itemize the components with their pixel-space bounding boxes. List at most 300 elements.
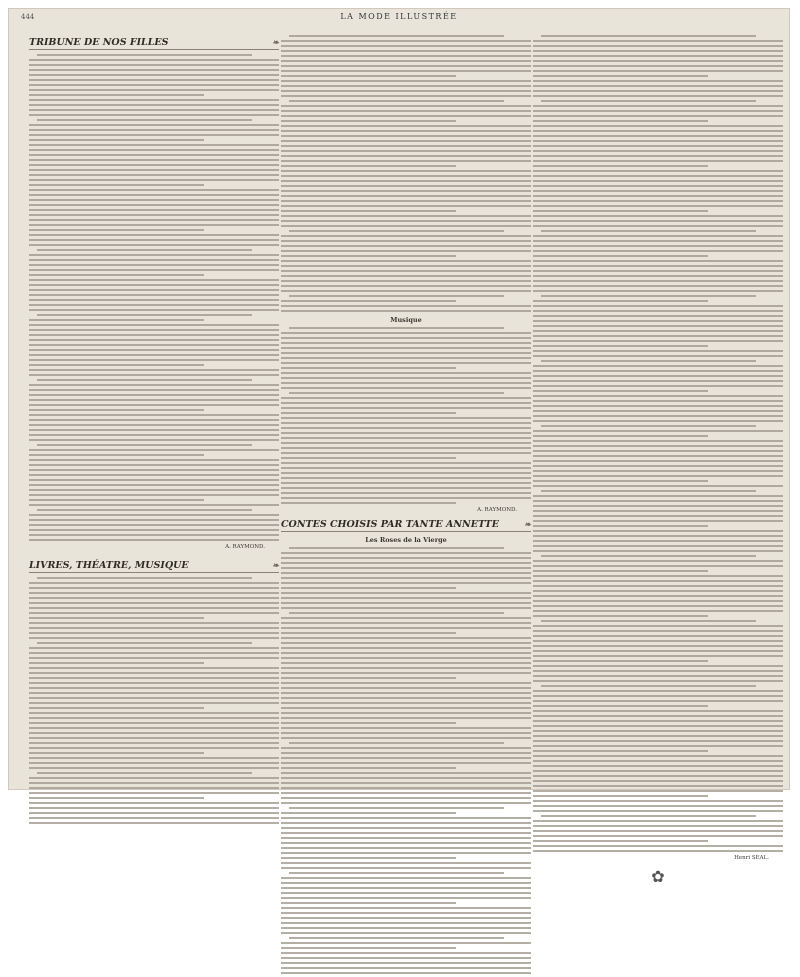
text-line bbox=[281, 652, 531, 654]
text-line bbox=[29, 747, 279, 749]
text-line bbox=[281, 255, 456, 257]
text-line bbox=[281, 260, 531, 262]
right-signature: Henri SEAL. bbox=[734, 855, 769, 861]
text-line bbox=[29, 474, 279, 476]
text-line bbox=[29, 469, 279, 471]
text-line bbox=[29, 529, 279, 531]
text-line bbox=[29, 582, 279, 584]
text-line bbox=[29, 349, 279, 351]
text-line bbox=[533, 165, 708, 167]
text-line bbox=[281, 902, 456, 904]
text-line bbox=[533, 155, 783, 157]
text-line bbox=[533, 130, 783, 132]
text-line bbox=[29, 429, 279, 431]
text-line bbox=[281, 582, 531, 584]
text-line bbox=[281, 225, 531, 227]
text-line bbox=[281, 867, 531, 869]
text-line bbox=[281, 220, 531, 222]
text-line bbox=[281, 692, 531, 694]
text-line bbox=[533, 350, 783, 352]
text-line bbox=[37, 772, 252, 774]
contes-title bbox=[281, 519, 531, 532]
text-line bbox=[29, 597, 279, 599]
text-line bbox=[29, 682, 279, 684]
text-line bbox=[281, 657, 531, 659]
text-line bbox=[29, 494, 279, 496]
text-line bbox=[281, 552, 531, 554]
text-line bbox=[533, 235, 783, 237]
text-line bbox=[281, 502, 456, 504]
fleuron-icon: ✿ bbox=[651, 867, 665, 886]
text-line bbox=[29, 274, 204, 276]
text-line bbox=[29, 607, 279, 609]
text-line bbox=[29, 514, 279, 516]
text-line bbox=[29, 199, 279, 201]
text-line bbox=[29, 149, 279, 151]
text-line bbox=[29, 309, 279, 311]
text-line bbox=[533, 205, 783, 207]
text-line bbox=[29, 139, 204, 141]
text-line bbox=[533, 390, 708, 392]
text-line bbox=[281, 907, 531, 909]
text-line bbox=[281, 422, 531, 424]
text-line bbox=[281, 165, 456, 167]
text-line bbox=[29, 414, 279, 416]
text-line bbox=[29, 59, 279, 61]
text-line bbox=[281, 617, 531, 619]
text-line bbox=[29, 74, 279, 76]
text-line bbox=[533, 670, 783, 672]
text-line bbox=[29, 732, 279, 734]
text-line bbox=[281, 65, 531, 67]
text-line bbox=[37, 577, 252, 579]
text-line bbox=[533, 135, 783, 137]
text-line bbox=[29, 812, 279, 814]
text-line bbox=[289, 100, 504, 102]
text-line bbox=[533, 820, 783, 822]
text-line bbox=[29, 369, 279, 371]
text-line bbox=[29, 459, 279, 461]
text-line bbox=[281, 482, 531, 484]
text-line bbox=[281, 792, 531, 794]
text-line bbox=[533, 745, 783, 747]
text-line bbox=[281, 637, 531, 639]
text-line bbox=[29, 109, 279, 111]
text-line bbox=[281, 190, 531, 192]
text-line bbox=[533, 200, 783, 202]
text-line bbox=[541, 555, 756, 557]
text-line bbox=[533, 320, 783, 322]
text-line bbox=[533, 180, 783, 182]
text-line bbox=[29, 134, 279, 136]
text-line bbox=[281, 310, 531, 312]
text-line bbox=[281, 632, 456, 634]
text-line bbox=[533, 750, 708, 752]
text-line bbox=[281, 477, 531, 479]
text-line bbox=[281, 922, 531, 924]
text-line bbox=[29, 489, 279, 491]
text-line bbox=[281, 55, 531, 57]
text-line bbox=[29, 129, 279, 131]
text-line bbox=[281, 180, 531, 182]
text-line bbox=[533, 175, 783, 177]
text-line bbox=[29, 244, 279, 246]
page-number: 444 bbox=[21, 13, 35, 21]
text-line bbox=[29, 592, 279, 594]
text-line bbox=[29, 637, 279, 639]
text-line bbox=[281, 457, 456, 459]
text-line bbox=[29, 304, 279, 306]
text-line bbox=[533, 805, 783, 807]
livres-title bbox=[29, 560, 279, 573]
text-line bbox=[281, 822, 531, 824]
text-line bbox=[281, 462, 531, 464]
text-line bbox=[533, 830, 783, 832]
text-line bbox=[29, 99, 279, 101]
text-line bbox=[533, 495, 783, 497]
text-line bbox=[29, 767, 279, 769]
text-line bbox=[281, 285, 531, 287]
text-line bbox=[533, 125, 783, 127]
text-line bbox=[281, 732, 531, 734]
text-line bbox=[533, 715, 783, 717]
text-line bbox=[541, 425, 756, 427]
text-line bbox=[281, 927, 531, 929]
text-line bbox=[541, 35, 756, 37]
text-line bbox=[29, 114, 279, 116]
text-line bbox=[29, 524, 279, 526]
text-line bbox=[29, 239, 279, 241]
text-line bbox=[533, 250, 783, 252]
text-line bbox=[533, 145, 783, 147]
text-line bbox=[281, 407, 531, 409]
livres-body bbox=[29, 577, 279, 824]
text-line bbox=[281, 342, 531, 344]
text-line bbox=[533, 255, 708, 257]
text-line bbox=[281, 487, 531, 489]
text-line bbox=[533, 120, 708, 122]
text-line bbox=[29, 752, 204, 754]
text-line bbox=[29, 807, 279, 809]
text-line bbox=[533, 65, 783, 67]
text-line bbox=[29, 777, 279, 779]
text-line bbox=[281, 662, 531, 664]
text-line bbox=[29, 404, 279, 406]
text-line bbox=[29, 79, 279, 81]
text-line bbox=[29, 209, 279, 211]
text-line bbox=[533, 720, 783, 722]
text-line bbox=[533, 615, 708, 617]
text-line bbox=[281, 772, 531, 774]
text-line bbox=[533, 55, 783, 57]
text-line bbox=[29, 354, 279, 356]
text-line bbox=[533, 705, 708, 707]
text-line bbox=[533, 690, 783, 692]
text-line bbox=[533, 465, 783, 467]
text-line bbox=[281, 437, 531, 439]
text-line bbox=[281, 80, 531, 82]
text-line bbox=[281, 897, 531, 899]
text-line bbox=[29, 89, 279, 91]
text-line bbox=[281, 60, 531, 62]
text-line bbox=[289, 392, 504, 394]
text-line bbox=[281, 812, 456, 814]
text-line bbox=[533, 415, 783, 417]
text-line bbox=[281, 797, 531, 799]
text-line bbox=[281, 305, 531, 307]
text-line bbox=[29, 169, 279, 171]
text-line bbox=[533, 455, 783, 457]
text-line bbox=[281, 235, 531, 237]
text-line bbox=[533, 190, 783, 192]
text-line bbox=[29, 104, 279, 106]
text-line bbox=[533, 545, 783, 547]
text-line bbox=[533, 765, 783, 767]
text-line bbox=[533, 140, 783, 142]
text-line bbox=[281, 210, 456, 212]
text-line bbox=[533, 405, 783, 407]
text-line bbox=[29, 224, 279, 226]
text-line bbox=[281, 382, 531, 384]
text-line bbox=[533, 435, 708, 437]
text-line bbox=[29, 534, 279, 536]
text-line bbox=[281, 862, 531, 864]
text-line bbox=[281, 942, 531, 944]
text-line bbox=[281, 857, 456, 859]
text-line bbox=[533, 270, 783, 272]
text-line bbox=[533, 800, 783, 802]
masthead: LA MODE ILLUSTRÉE bbox=[340, 12, 458, 21]
text-line bbox=[281, 572, 531, 574]
text-line bbox=[533, 600, 783, 602]
text-line bbox=[281, 892, 531, 894]
text-line bbox=[289, 937, 504, 939]
text-line bbox=[37, 314, 252, 316]
text-line bbox=[533, 585, 783, 587]
text-line bbox=[533, 610, 783, 612]
text-line bbox=[541, 620, 756, 622]
text-line bbox=[533, 530, 783, 532]
text-line bbox=[29, 677, 279, 679]
text-line bbox=[281, 562, 531, 564]
text-line bbox=[281, 135, 531, 137]
text-line bbox=[281, 362, 531, 364]
text-line bbox=[29, 449, 279, 451]
text-line bbox=[29, 319, 204, 321]
text-line bbox=[281, 707, 531, 709]
text-line bbox=[29, 389, 279, 391]
text-line bbox=[281, 957, 531, 959]
text-line bbox=[281, 95, 531, 97]
text-line bbox=[281, 367, 456, 369]
text-line bbox=[533, 45, 783, 47]
text-line bbox=[281, 577, 531, 579]
text-line bbox=[533, 225, 783, 227]
text-line bbox=[29, 269, 279, 271]
text-line bbox=[29, 692, 279, 694]
text-line bbox=[29, 617, 204, 619]
text-line bbox=[29, 259, 279, 261]
text-line bbox=[29, 329, 279, 331]
text-line bbox=[29, 399, 279, 401]
text-line bbox=[281, 265, 531, 267]
text-line bbox=[281, 130, 531, 132]
text-line bbox=[281, 767, 456, 769]
text-line bbox=[29, 519, 279, 521]
text-line bbox=[281, 397, 531, 399]
text-line bbox=[533, 240, 783, 242]
text-line bbox=[29, 279, 279, 281]
text-line bbox=[281, 762, 531, 764]
text-line bbox=[29, 434, 279, 436]
text-line bbox=[281, 912, 531, 914]
text-line bbox=[281, 377, 531, 379]
text-line bbox=[533, 525, 708, 527]
text-line bbox=[533, 515, 783, 517]
text-line bbox=[281, 90, 531, 92]
text-line bbox=[533, 510, 783, 512]
text-line bbox=[533, 840, 708, 842]
text-line bbox=[281, 110, 531, 112]
text-line bbox=[281, 447, 531, 449]
text-line bbox=[533, 505, 783, 507]
text-line bbox=[533, 245, 783, 247]
text-line bbox=[281, 787, 531, 789]
text-line bbox=[533, 95, 783, 97]
text-line bbox=[281, 387, 531, 389]
text-line bbox=[533, 755, 783, 757]
text-line bbox=[281, 972, 531, 974]
text-line bbox=[29, 384, 279, 386]
text-line bbox=[281, 717, 531, 719]
newspaper-page bbox=[8, 8, 790, 886]
text-line bbox=[29, 159, 279, 161]
text-line bbox=[29, 687, 279, 689]
text-line bbox=[281, 85, 531, 87]
text-line bbox=[533, 740, 783, 742]
text-line bbox=[29, 439, 279, 441]
text-line bbox=[29, 69, 279, 71]
text-line bbox=[533, 195, 783, 197]
text-line bbox=[533, 675, 783, 677]
text-line bbox=[29, 359, 279, 361]
text-line bbox=[29, 667, 279, 669]
text-line bbox=[281, 402, 531, 404]
text-line bbox=[533, 80, 783, 82]
text-line bbox=[281, 492, 531, 494]
text-line bbox=[533, 520, 783, 522]
text-line bbox=[29, 484, 279, 486]
text-line bbox=[533, 215, 783, 217]
text-line bbox=[29, 124, 279, 126]
text-line bbox=[29, 294, 279, 296]
text-line bbox=[281, 627, 531, 629]
text-line bbox=[29, 712, 279, 714]
text-line bbox=[533, 90, 783, 92]
text-line bbox=[541, 815, 756, 817]
text-line bbox=[281, 270, 531, 272]
text-line bbox=[281, 567, 531, 569]
text-line bbox=[29, 822, 279, 824]
left-column bbox=[29, 35, 279, 827]
text-line bbox=[29, 802, 279, 804]
text-line bbox=[29, 164, 279, 166]
text-line bbox=[533, 570, 708, 572]
text-line bbox=[281, 200, 531, 202]
text-line bbox=[533, 835, 783, 837]
text-line bbox=[289, 612, 504, 614]
text-line bbox=[29, 154, 279, 156]
text-line bbox=[281, 290, 531, 292]
text-line bbox=[29, 587, 279, 589]
text-line bbox=[281, 687, 531, 689]
text-line bbox=[541, 295, 756, 297]
text-line bbox=[281, 347, 531, 349]
text-line bbox=[533, 785, 783, 787]
text-line bbox=[29, 817, 279, 819]
text-line bbox=[281, 777, 531, 779]
text-line bbox=[533, 335, 783, 337]
text-line bbox=[29, 189, 279, 191]
text-line bbox=[533, 210, 708, 212]
text-line bbox=[281, 357, 531, 359]
text-line bbox=[533, 680, 783, 682]
text-line bbox=[533, 590, 783, 592]
tribune-title-text: TRIBUNE DE NOS FILLES bbox=[29, 37, 169, 48]
text-line bbox=[37, 119, 252, 121]
text-line bbox=[533, 565, 783, 567]
text-line bbox=[29, 697, 279, 699]
text-line bbox=[37, 444, 252, 446]
text-line bbox=[541, 490, 756, 492]
text-line bbox=[29, 657, 279, 659]
text-line bbox=[29, 702, 279, 704]
text-line bbox=[533, 355, 783, 357]
contes-body bbox=[281, 547, 531, 974]
text-line bbox=[281, 737, 531, 739]
text-line bbox=[281, 245, 531, 247]
text-line bbox=[29, 339, 279, 341]
text-line bbox=[281, 337, 531, 339]
text-line bbox=[533, 330, 783, 332]
text-line bbox=[533, 105, 783, 107]
text-line bbox=[281, 145, 531, 147]
text-line bbox=[29, 737, 279, 739]
text-line bbox=[29, 84, 279, 86]
text-line bbox=[29, 454, 204, 456]
text-line bbox=[281, 557, 531, 559]
text-line bbox=[281, 837, 531, 839]
text-line bbox=[29, 539, 279, 541]
text-line bbox=[29, 797, 204, 799]
text-line bbox=[281, 842, 531, 844]
text-line bbox=[533, 160, 783, 162]
text-line bbox=[533, 420, 783, 422]
text-line bbox=[281, 497, 531, 499]
text-line bbox=[533, 635, 783, 637]
text-line bbox=[281, 432, 531, 434]
text-line bbox=[533, 365, 783, 367]
text-line bbox=[533, 470, 783, 472]
text-line bbox=[281, 847, 531, 849]
text-line bbox=[541, 100, 756, 102]
text-line bbox=[533, 430, 783, 432]
text-line bbox=[281, 105, 531, 107]
text-line bbox=[533, 345, 708, 347]
text-line bbox=[289, 295, 504, 297]
text-line bbox=[541, 230, 756, 232]
text-line bbox=[533, 370, 783, 372]
